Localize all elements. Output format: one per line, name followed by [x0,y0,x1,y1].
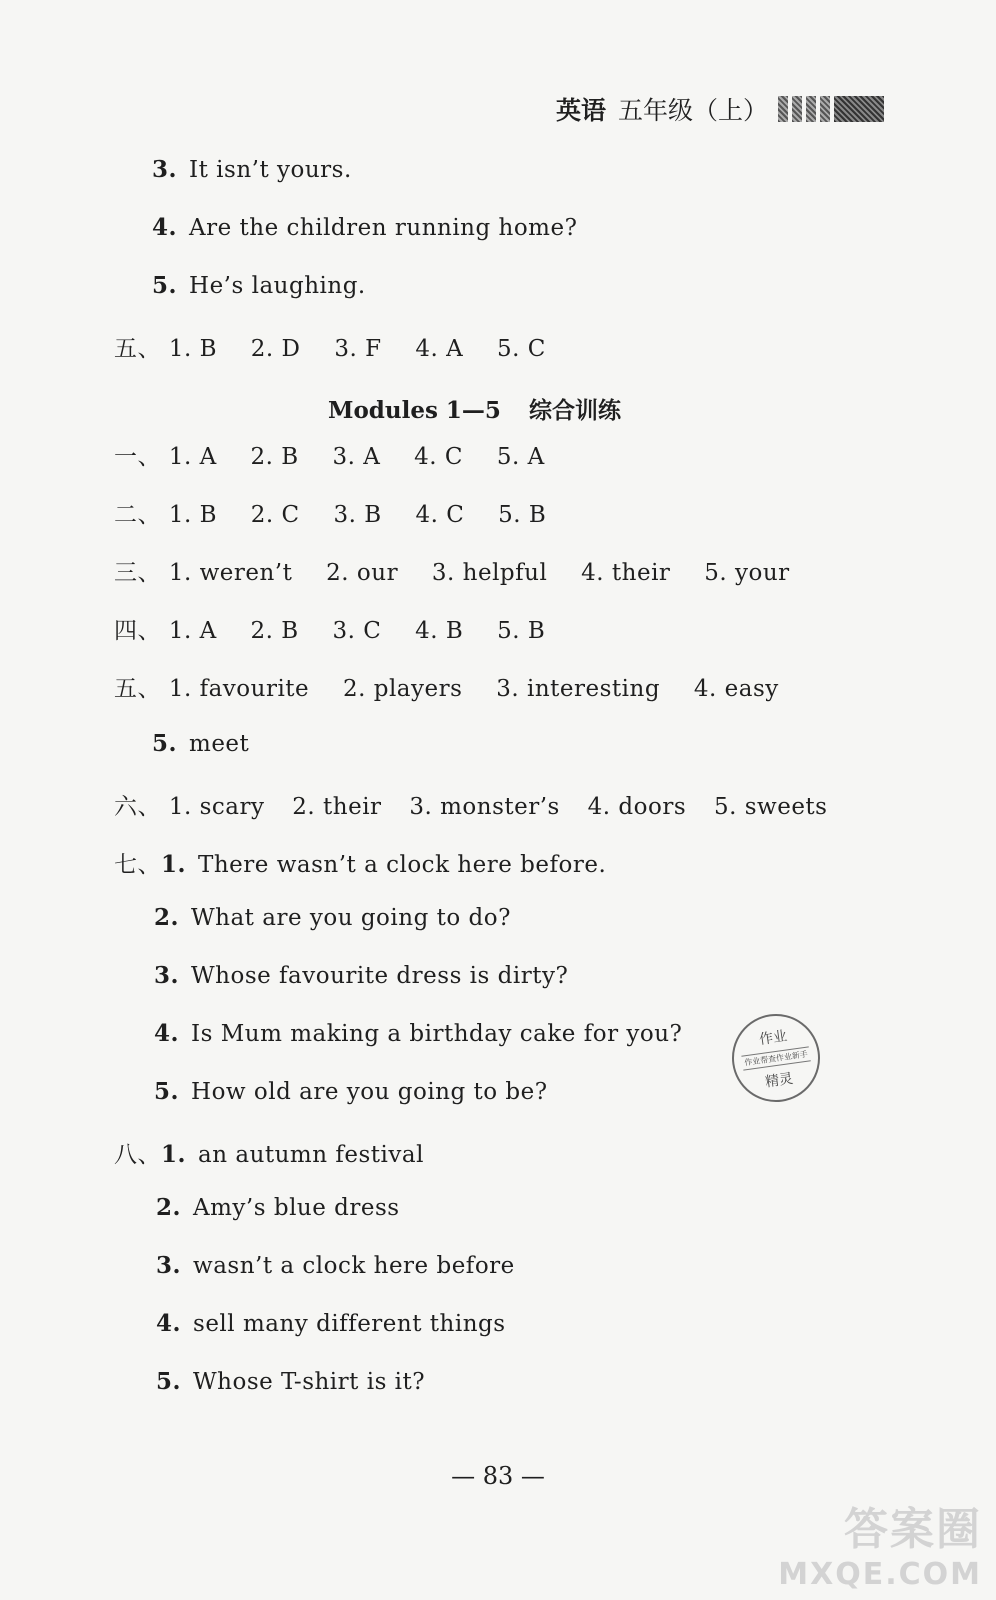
answer-line: 七、1. There wasn’t a clock here before. [114,851,607,878]
header-decoration [778,96,884,122]
answer-row-one: 一、 1. A 2. B 3. A 4. C 5. A [114,444,545,470]
answer-line: 八、1. an autumn festival [114,1141,424,1168]
site-watermark: 答案圈 MXQE.COM [778,1504,982,1592]
answer-line: 3. It isn’t yours. [152,156,352,183]
answer-line: 5. meet [152,730,250,757]
answer-line: 5. Whose T-shirt is it? [156,1368,426,1395]
answer-line: 3. wasn’t a clock here before [156,1252,515,1279]
section-title: Modules 1—5 综合训练 [328,397,621,424]
answer-row-six: 六、 1. scary 2. their 3. monster’s 4. doors 5. sweets [114,794,828,820]
answer-row-five: 五、 1. favourite 2. players 3. interesting 4. easy [114,676,779,702]
answer-line: 2. What are you going to do? [154,904,511,931]
answer-line: 4. Is Mum making a birthday cake for you? [154,1020,683,1047]
homework-stamp: 作业 作业帮查作业新手 精灵 [726,1008,825,1107]
answer-line: 4. Are the children running home? [152,214,578,241]
header-subject: 英语 [556,96,607,125]
answer-line: 3. Whose favourite dress is dirty? [154,962,569,989]
page-header [556,92,884,126]
answer-row-four: 四、 1. A 2. B 3. C 4. B 5. B [114,618,546,644]
answer-row-three: 三、 1. weren’t 2. our 3. helpful 4. their 5. your [114,560,790,586]
answer-line: 5. How old are you going to be? [154,1078,548,1105]
answer-line: 2. Amy’s blue dress [156,1194,400,1221]
page-number: — 83 — [451,1462,545,1490]
header-grade: 五年级（上） [618,96,769,125]
answer-line: 5. He’s laughing. [152,272,366,299]
answer-row-five-prev: 五、 1. B 2. D 3. F 4. A 5. C [114,336,546,362]
answer-row-two: 二、 1. B 2. C 3. B 4. C 5. B [114,502,547,528]
answer-line: 4. sell many different things [156,1310,506,1337]
